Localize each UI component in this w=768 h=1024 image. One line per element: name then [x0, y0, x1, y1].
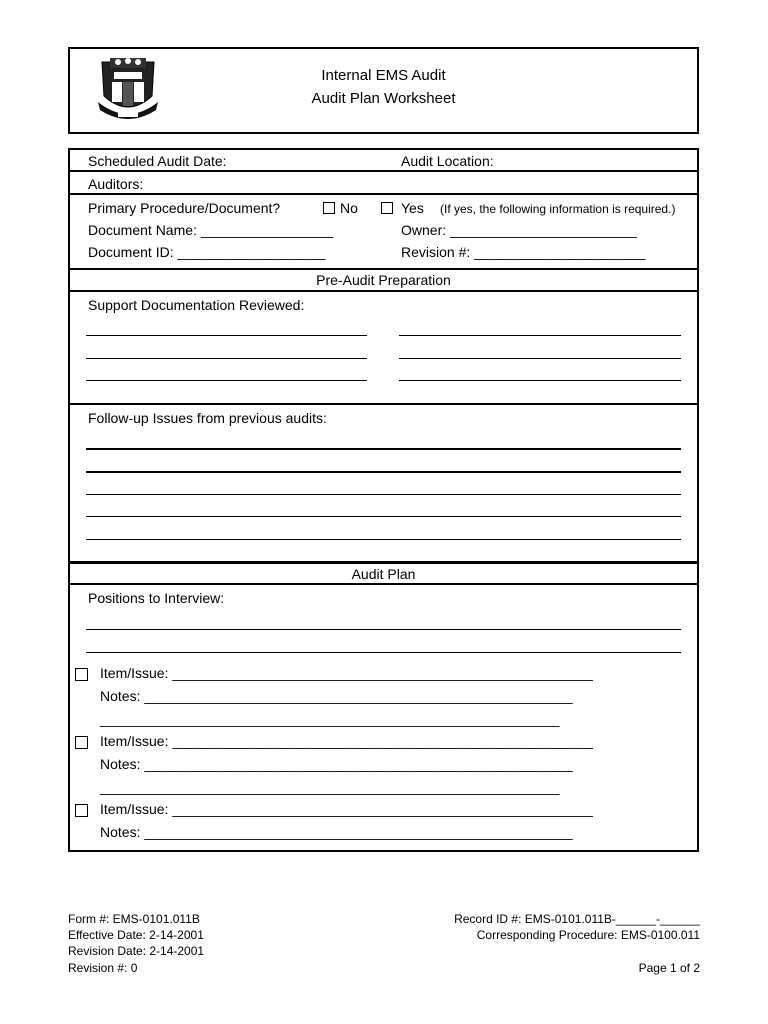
revision-field[interactable]: Revision #: ______________________ — [401, 244, 646, 260]
followup-line[interactable] — [86, 539, 681, 540]
item-issue-field[interactable]: Item/Issue: ______________________________________________________ — [100, 801, 593, 817]
row-divider — [68, 290, 699, 292]
record-id: Record ID #: EMS-0101.011B-______-______ — [454, 912, 700, 926]
document-id-field[interactable]: Document ID: ___________________ — [88, 244, 326, 260]
revision-date: Revision Date: 2-14-2001 — [68, 944, 205, 958]
support-docs-line[interactable] — [399, 335, 681, 336]
notes-field[interactable]: Notes: _______________________________________________________ — [100, 756, 573, 772]
positions-label: Positions to Interview: — [88, 590, 225, 606]
notes-field[interactable]: Notes: _______________________________________________________ — [100, 824, 573, 840]
notes-continuation-line[interactable]: ___________________________________________________________ — [100, 779, 560, 795]
row-divider — [68, 583, 699, 585]
city-seal-logo — [92, 56, 164, 120]
item-checkbox[interactable] — [75, 736, 88, 749]
form-number: Form #: EMS-0101.011B — [68, 912, 200, 926]
support-docs-label: Support Documentation Reviewed: — [88, 297, 305, 313]
row-divider — [68, 268, 699, 270]
followup-line[interactable] — [86, 471, 681, 473]
positions-line[interactable] — [86, 652, 681, 653]
form-subtitle: Audit Plan Worksheet — [311, 90, 456, 107]
row-divider — [68, 561, 699, 564]
effective-date: Effective Date: 2-14-2001 — [68, 928, 204, 942]
support-docs-line[interactable] — [86, 358, 367, 359]
row-divider — [68, 170, 699, 172]
followup-line[interactable] — [86, 516, 681, 517]
audit-location-field[interactable]: Audit Location: — [401, 153, 494, 169]
document-name-field[interactable]: Document Name: _________________ — [88, 222, 334, 238]
item-checkbox[interactable] — [75, 668, 88, 681]
yes-checkbox[interactable] — [381, 202, 393, 214]
page-number: Page 1 of 2 — [638, 961, 700, 975]
positions-line[interactable] — [86, 629, 681, 630]
row-divider — [68, 193, 699, 195]
yes-note: (If yes, the following information is required.) — [440, 202, 676, 216]
followup-line[interactable] — [86, 494, 681, 495]
yes-label: Yes — [401, 200, 424, 216]
followup-label: Follow-up Issues from previous audits: — [88, 410, 327, 426]
row-divider — [68, 403, 699, 405]
support-docs-line[interactable] — [399, 380, 681, 381]
support-docs-line[interactable] — [399, 358, 681, 359]
support-docs-line[interactable] — [86, 335, 367, 336]
notes-continuation-line[interactable]: ___________________________________________________________ — [100, 711, 560, 727]
support-docs-line[interactable] — [86, 380, 367, 381]
item-issue-field[interactable]: Item/Issue: ______________________________________________________ — [100, 665, 593, 681]
scheduled-audit-date-field[interactable]: Scheduled Audit Date: — [88, 153, 227, 169]
no-checkbox[interactable] — [323, 202, 335, 214]
no-label: No — [340, 200, 358, 216]
section-title-pre-audit: Pre-Audit Preparation — [316, 272, 451, 288]
revision-number: Revision #: 0 — [68, 961, 138, 975]
followup-line[interactable] — [86, 448, 681, 450]
form-title: Internal EMS Audit — [321, 67, 446, 84]
corresponding-procedure: Corresponding Procedure: EMS-0100.011 — [476, 928, 700, 942]
primary-procedure-label: Primary Procedure/Document? — [88, 200, 281, 216]
item-checkbox[interactable] — [75, 804, 88, 817]
section-title-audit-plan: Audit Plan — [351, 566, 416, 582]
auditors-field[interactable]: Auditors: — [88, 176, 144, 192]
owner-field[interactable]: Owner: ________________________ — [401, 222, 637, 238]
item-issue-field[interactable]: Item/Issue: ______________________________________________________ — [100, 733, 593, 749]
notes-field[interactable]: Notes: _______________________________________________________ — [100, 688, 573, 704]
